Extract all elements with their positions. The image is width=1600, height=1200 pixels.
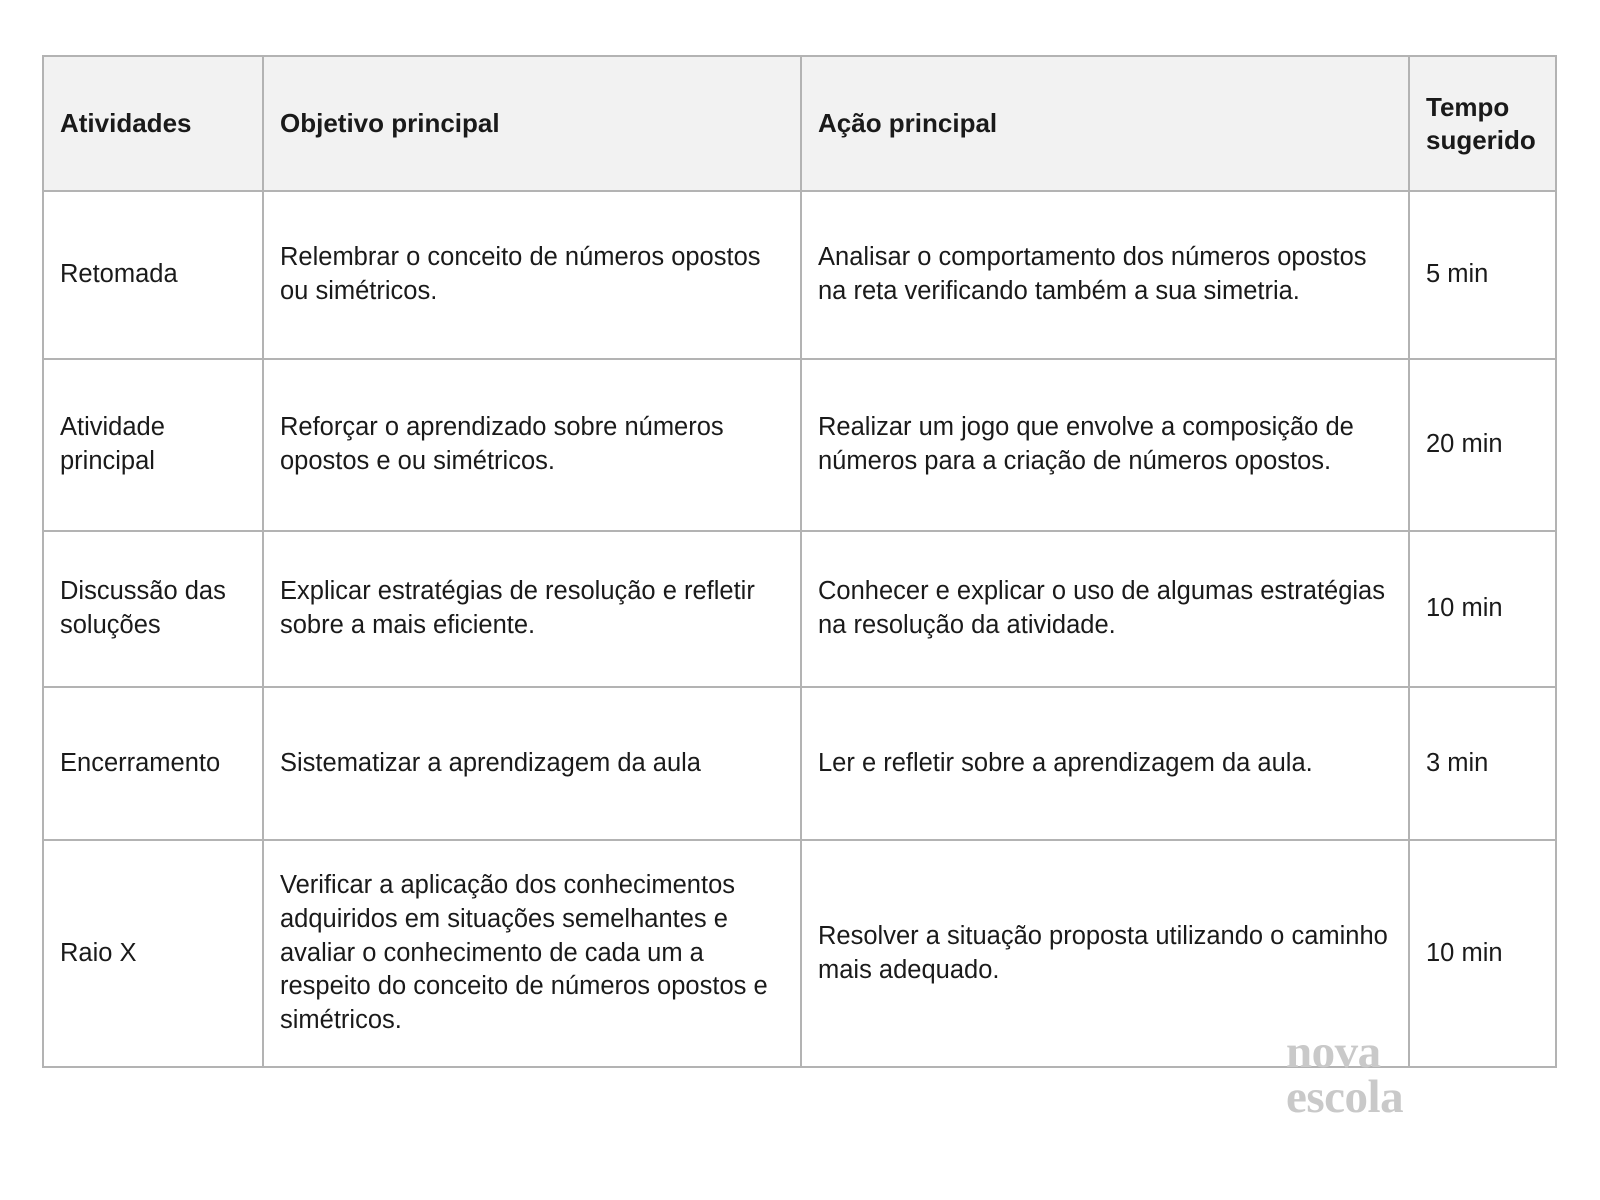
table-row	[43, 687, 1556, 840]
cell-tempo: 10 min	[1409, 531, 1556, 687]
cell-objetivo: Sistematizar a aprendizagem da aula	[263, 687, 801, 840]
column-header-objetivo-principal: Objetivo principal	[263, 56, 801, 191]
cell-tempo: 10 min	[1409, 840, 1556, 1067]
cell-acao: Conhecer e explicar o uso de algumas estratégias na resolução da atividade.	[801, 531, 1409, 687]
table-row	[43, 191, 1556, 359]
cell-tempo: 5 min	[1409, 191, 1556, 359]
column-header-tempo-sugerido: Tempo sugerido	[1409, 56, 1556, 191]
column-header-atividades: Atividades	[43, 56, 263, 191]
cell-acao: Realizar um jogo que envolve a composição de números para a criação de números opostos.	[801, 359, 1409, 531]
cell-objetivo: Explicar estratégias de resolução e refletir sobre a mais eficiente.	[263, 531, 801, 687]
cell-atividade: Encerramento	[43, 687, 263, 840]
nova-escola-logo	[1286, 1026, 1496, 1124]
cell-objetivo: Relembrar o conceito de números opostos ou simétricos.	[263, 191, 801, 359]
table-header	[43, 56, 1556, 191]
column-header-acao-principal: Ação principal	[801, 56, 1409, 191]
table-header-row	[43, 56, 1556, 191]
table-row	[43, 359, 1556, 531]
cell-atividade: Atividade principal	[43, 359, 263, 531]
cell-tempo: 3 min	[1409, 687, 1556, 840]
table-body	[43, 191, 1556, 1067]
cell-acao: Resolver a situação proposta utilizando o caminho mais adequado.	[801, 840, 1409, 1067]
cell-objetivo: Verificar a aplicação dos conhecimentos adquiridos em situações semelhantes e avaliar o conhecimento de cada um a respeito do conceito de números opostos e simétricos.	[263, 840, 801, 1067]
logo-line-nova: nova	[1286, 1026, 1381, 1078]
cell-atividade: Raio X	[43, 840, 263, 1067]
cell-acao: Ler e refletir sobre a aprendizagem da aula.	[801, 687, 1409, 840]
logo-line-escola: escola	[1286, 1071, 1404, 1124]
table-row	[43, 531, 1556, 687]
cell-objetivo: Reforçar o aprendizado sobre números opostos e ou simétricos.	[263, 359, 801, 531]
cell-acao: Analisar o comportamento dos números opostos na reta verificando também a sua simetria.	[801, 191, 1409, 359]
cell-atividade: Retomada	[43, 191, 263, 359]
cell-tempo: 20 min	[1409, 359, 1556, 531]
activities-table	[42, 55, 1557, 1068]
cell-atividade: Discussão das soluções	[43, 531, 263, 687]
